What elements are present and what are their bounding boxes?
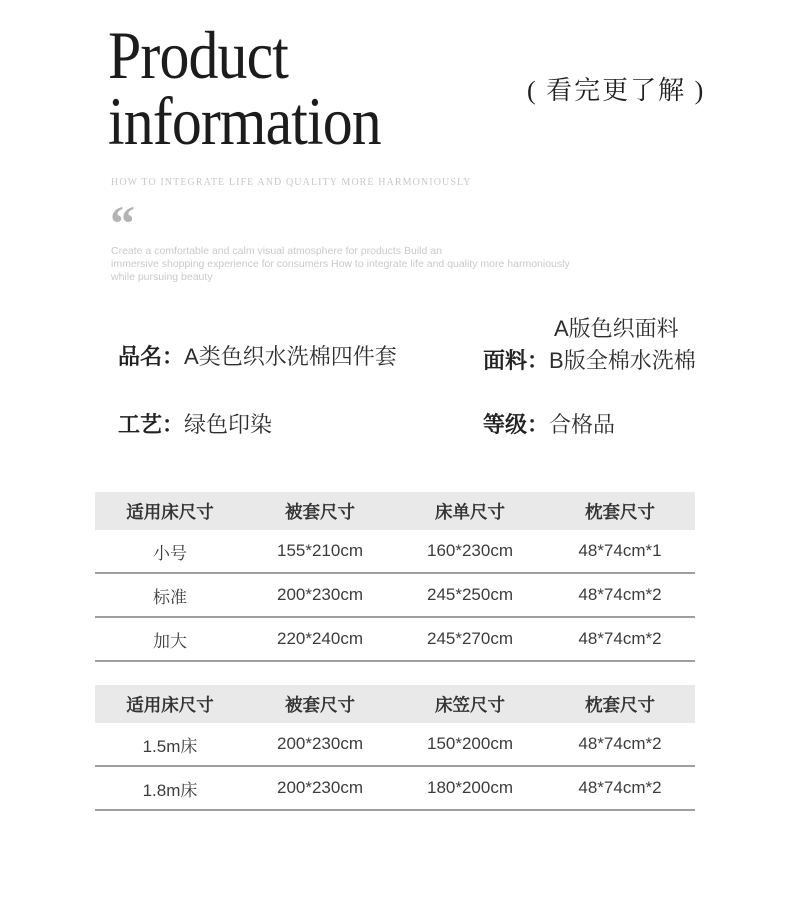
table-header-cell: 床单尺寸 — [395, 492, 545, 530]
table-cell: 200*230cm — [245, 766, 395, 810]
table-header-cell: 被套尺寸 — [245, 492, 395, 530]
table-cell: 48*74cm*1 — [545, 530, 695, 573]
table-cell: 48*74cm*2 — [545, 723, 695, 766]
table-row — [95, 573, 695, 617]
table-header-cell: 枕套尺寸 — [545, 685, 695, 723]
table-cell: 加大 — [95, 617, 245, 661]
spec-fabric-line2 — [483, 345, 696, 377]
cn-note: ( 看完更了解 ) — [527, 76, 706, 105]
page-title-line1: Product — [108, 17, 289, 93]
quote-line: immersive shopping experience for consumers How to integrate life and quality more harmoniously — [111, 258, 570, 270]
table-row — [95, 530, 695, 573]
spec-grade — [483, 411, 615, 439]
table-cell: 200*230cm — [245, 573, 395, 617]
spec-product-name — [118, 343, 397, 371]
spec-fabric-label: 面料： — [483, 348, 550, 373]
table-header-row — [95, 492, 695, 530]
en-subtitle: HOW TO INTEGRATE LIFE AND QUALITY MORE HARMONIOUSLY — [111, 177, 472, 188]
table-cell: 150*200cm — [395, 723, 545, 766]
size-table-fitted-sheet — [95, 685, 695, 811]
spec-product-name-label: 品名： — [118, 344, 185, 369]
table-cell: 245*270cm — [395, 617, 545, 661]
quote-mark-icon: “ — [110, 195, 135, 251]
table-header-cell: 被套尺寸 — [245, 685, 395, 723]
quote-line: while pursuing beauty — [111, 271, 213, 283]
spec-grade-label: 等级： — [483, 412, 550, 437]
spec-craft-value: 绿色印染 — [184, 412, 273, 437]
table-row — [95, 723, 695, 766]
table-cell: 48*74cm*2 — [545, 617, 695, 661]
table-header-cell: 床笠尺寸 — [395, 685, 545, 723]
table-cell: 48*74cm*2 — [545, 766, 695, 810]
table-cell: 245*250cm — [395, 573, 545, 617]
table-row — [95, 766, 695, 810]
table-header-cell: 适用床尺寸 — [95, 685, 245, 723]
spec-grade-value: 合格品 — [549, 412, 616, 437]
quote-line: Create a comfortable and calm visual atmosphere for products Build an — [111, 245, 442, 257]
quote-text — [111, 245, 570, 284]
table-cell: 48*74cm*2 — [545, 573, 695, 617]
table-cell: 200*230cm — [245, 723, 395, 766]
table-cell: 1.8m床 — [95, 766, 245, 810]
table-cell: 220*240cm — [245, 617, 395, 661]
spec-product-name-value: A类色织水洗棉四件套 — [184, 344, 397, 369]
table-row — [95, 617, 695, 661]
spec-fabric-value-line1: A版色织面料 — [554, 316, 679, 341]
table-cell: 180*200cm — [395, 766, 545, 810]
spec-fabric-value-line2: B版全棉水洗棉 — [549, 348, 696, 373]
table-cell: 160*230cm — [395, 530, 545, 573]
page-title-line2: information — [108, 83, 381, 159]
size-table-flat-sheet — [95, 492, 695, 662]
table-cell: 155*210cm — [245, 530, 395, 573]
table-header-cell: 枕套尺寸 — [545, 492, 695, 530]
spec-craft — [118, 411, 272, 439]
table-cell: 1.5m床 — [95, 723, 245, 766]
page-title — [108, 17, 381, 159]
table-cell: 小号 — [95, 530, 245, 573]
spec-craft-label: 工艺： — [118, 412, 185, 437]
table-cell: 标准 — [95, 573, 245, 617]
spec-fabric — [483, 313, 696, 377]
table-header-cell: 适用床尺寸 — [95, 492, 245, 530]
table-header-row — [95, 685, 695, 723]
